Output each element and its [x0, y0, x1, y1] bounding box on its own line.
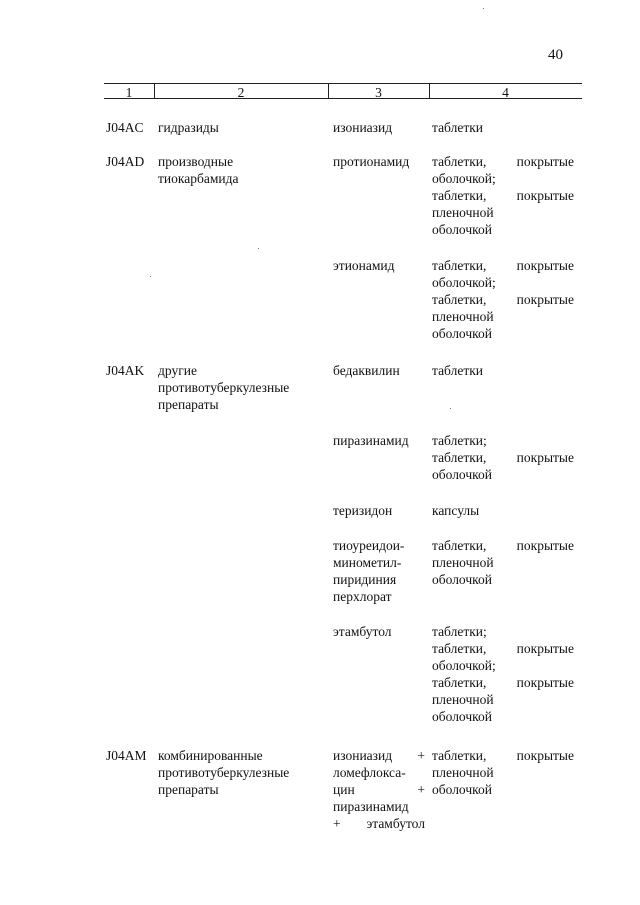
group-name-line: гидразиды: [158, 120, 219, 135]
drug-name: [333, 362, 425, 379]
dosage-form-line: таблетки, покрытые: [432, 748, 574, 763]
drug-name: [333, 257, 425, 274]
group-name: [158, 747, 328, 798]
page-number: 40: [548, 47, 563, 63]
dosage-form-line: таблетки, покрытые: [432, 641, 574, 656]
dosage-form: [432, 432, 574, 483]
drug-name: [333, 432, 425, 449]
drug-name: [333, 537, 425, 605]
dosage-form-line: оболочкой: [432, 467, 492, 482]
dosage-form-line: оболочкой: [432, 572, 492, 587]
group-name-line: противотуберкулезные: [158, 765, 290, 780]
group-name: [158, 362, 328, 413]
scan-speck: [150, 276, 151, 277]
group-name-line: препараты: [158, 397, 219, 412]
dosage-form-line: оболочкой: [432, 326, 492, 341]
drug-name: [333, 153, 425, 170]
atc-code: J04AD: [106, 154, 145, 169]
dosage-form: [432, 623, 574, 725]
column-header-3: 3: [375, 85, 382, 100]
dosage-form-line: оболочкой;: [432, 275, 496, 290]
drug-name: [333, 623, 425, 640]
drug-name-line: этионамид: [333, 258, 395, 273]
dosage-form-line: пленочной: [432, 765, 494, 780]
dosage-form-line: оболочкой;: [432, 658, 496, 673]
drug-name-line: бедаквилин: [333, 363, 400, 378]
atc-code: J04AK: [106, 363, 145, 378]
table-header: [104, 83, 582, 99]
dosage-form-line: таблетки, покрытые: [432, 154, 574, 169]
drug-name-line: теризидон: [333, 503, 393, 518]
dosage-form-line: таблетки;: [432, 624, 487, 639]
dosage-form-line: таблетки, покрытые: [432, 188, 574, 203]
drug-name-line: протионамид: [333, 154, 410, 169]
drug-name-line: перхлорат: [333, 589, 392, 604]
group-name-line: производные: [158, 154, 234, 169]
column-header-2: 2: [237, 85, 245, 100]
group-name-line: комбинированные: [158, 748, 263, 763]
column-header-4: 4: [502, 85, 509, 100]
drug-name-line: этамбутол: [333, 624, 392, 639]
atc-code: J04AM: [106, 748, 147, 763]
group-name-line: противотуберкулезные: [158, 380, 290, 395]
drug-name: [333, 119, 425, 136]
dosage-form-line: таблетки, покрытые: [432, 292, 574, 307]
group-name-line: другие: [158, 363, 197, 378]
dosage-form-line: оболочкой: [432, 222, 492, 237]
drug-name-line: минометил-: [333, 555, 402, 570]
drug-name-line: изониазид: [333, 120, 393, 135]
scan-speck: [483, 8, 484, 9]
group-name-line: препараты: [158, 782, 219, 797]
scan-speck: [258, 248, 259, 249]
dosage-form: [432, 537, 574, 588]
dosage-form: [432, 257, 574, 342]
group-name: [158, 119, 328, 136]
dosage-form-line: таблетки, покрытые: [432, 675, 574, 690]
dosage-form-line: оболочкой;: [432, 171, 496, 186]
group-name: [158, 153, 328, 187]
drug-name-line: пиридиния: [333, 572, 397, 587]
dosage-form-line: пленочной: [432, 205, 494, 220]
drug-name-line: изониазид +: [333, 748, 425, 763]
scan-speck: [450, 408, 451, 409]
dosage-form: [432, 747, 574, 798]
drug-name: [333, 747, 425, 832]
dosage-form-line: оболочкой: [432, 709, 492, 724]
drug-name-line: + этамбутол: [333, 816, 425, 831]
dosage-form-line: таблетки: [432, 120, 484, 135]
dosage-form-line: пленочной: [432, 309, 494, 324]
dosage-form-line: пленочной: [432, 555, 494, 570]
dosage-form-line: таблетки, покрытые: [432, 538, 574, 553]
drug-name-line: пиразинамид: [333, 799, 409, 814]
dosage-form-line: оболочкой: [432, 782, 492, 797]
dosage-form-line: таблетки, покрытые: [432, 450, 574, 465]
dosage-form-line: таблетки;: [432, 433, 487, 448]
dosage-form-line: пленочной: [432, 692, 494, 707]
drug-name-line: цин +: [333, 782, 425, 797]
dosage-form: [432, 153, 574, 238]
dosage-form-line: таблетки, покрытые: [432, 258, 574, 273]
dosage-form: [432, 119, 574, 136]
group-name-line: тиокарбамида: [158, 171, 239, 186]
dosage-form-line: капсулы: [432, 503, 480, 518]
atc-code: J04AC: [106, 120, 144, 135]
drug-name-line: тиоуреидои-: [333, 538, 405, 553]
drug-name-line: ломефлокса-: [333, 765, 406, 780]
drug-name-line: пиразинамид: [333, 433, 409, 448]
dosage-form: [432, 362, 574, 379]
column-header-1: 1: [125, 85, 133, 100]
dosage-form-line: таблетки: [432, 363, 484, 378]
dosage-form: [432, 502, 574, 519]
drug-name: [333, 502, 425, 519]
